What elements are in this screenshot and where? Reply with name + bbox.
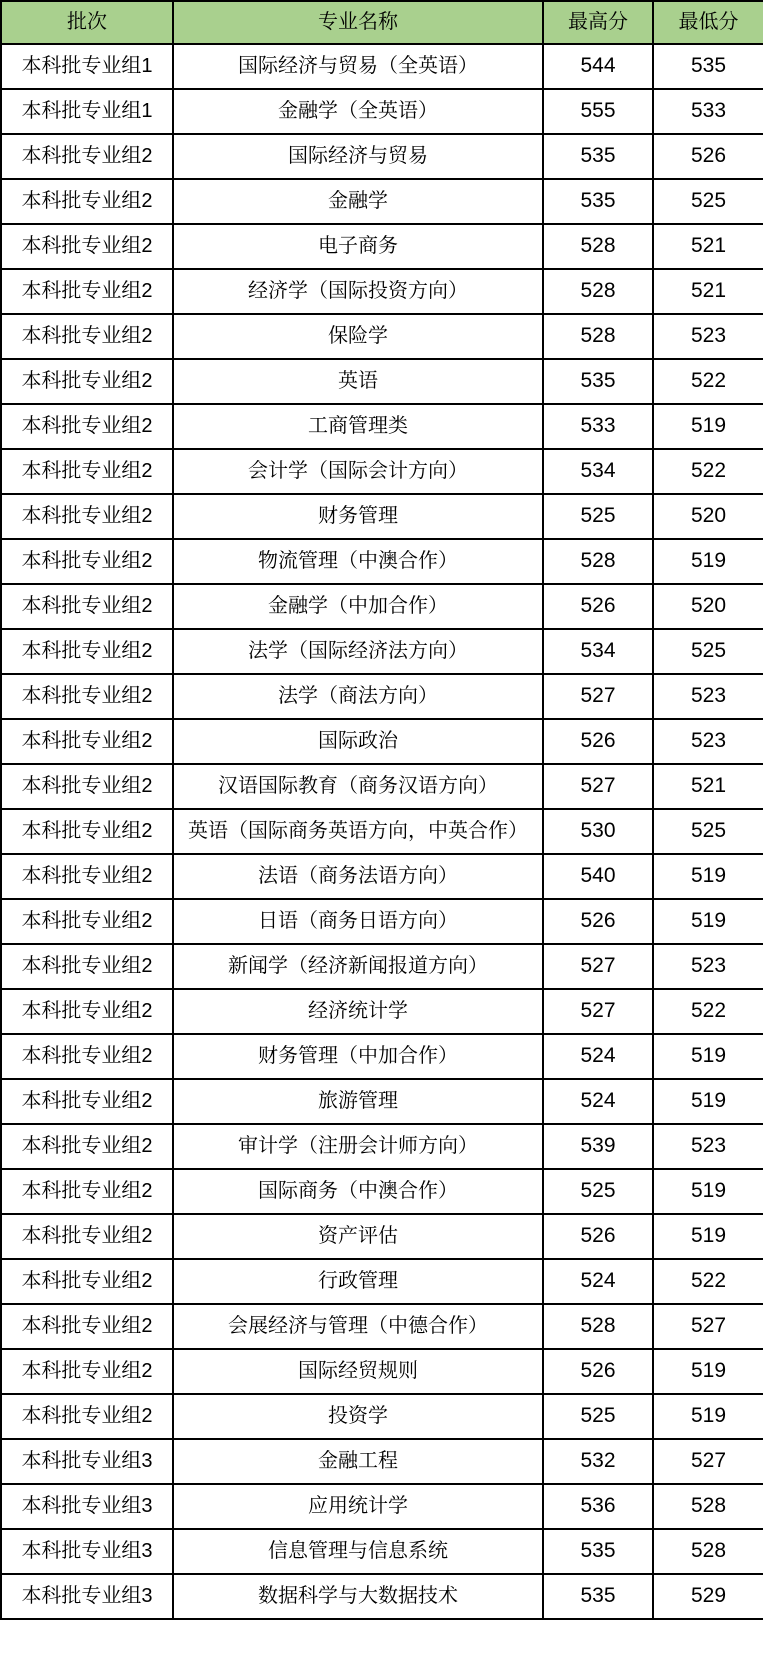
major-cell: 金融工程 [173,1439,543,1484]
table-row [1,269,763,314]
batch-cell: 本科批专业组2 [1,809,173,854]
batch-cell: 本科批专业组2 [1,179,173,224]
max-score-cell: 525 [543,1394,653,1439]
max-score-cell: 526 [543,1214,653,1259]
batch-cell: 本科批专业组2 [1,1259,173,1304]
table-row [1,1124,763,1169]
min-score-cell: 525 [653,629,763,674]
min-score-cell: 522 [653,449,763,494]
major-cell: 金融学（中加合作） [173,584,543,629]
major-cell: 旅游管理 [173,1079,543,1124]
max-score-cell: 527 [543,989,653,1034]
min-score-cell: 525 [653,809,763,854]
max-score-cell: 530 [543,809,653,854]
max-score-cell: 527 [543,944,653,989]
batch-cell: 本科批专业组3 [1,1484,173,1529]
major-cell: 行政管理 [173,1259,543,1304]
major-cell: 英语 [173,359,543,404]
max-score-cell: 528 [543,314,653,359]
batch-cell: 本科批专业组2 [1,1394,173,1439]
min-score-cell: 519 [653,899,763,944]
min-score-cell: 525 [653,179,763,224]
header-row [1,1,763,44]
min-score-cell: 523 [653,719,763,764]
max-score-cell: 539 [543,1124,653,1169]
max-score-cell: 528 [543,539,653,584]
batch-cell: 本科批专业组2 [1,1304,173,1349]
table-body [1,44,763,1619]
table-row [1,854,763,899]
major-cell: 财务管理（中加合作） [173,1034,543,1079]
major-cell: 数据科学与大数据技术 [173,1574,543,1619]
major-cell: 工商管理类 [173,404,543,449]
batch-cell: 本科批专业组2 [1,314,173,359]
max-score-cell: 540 [543,854,653,899]
table-row [1,629,763,674]
min-score-cell: 519 [653,1034,763,1079]
min-score-cell: 522 [653,1259,763,1304]
table-row [1,1079,763,1124]
batch-cell: 本科批专业组2 [1,674,173,719]
min-score-cell: 527 [653,1304,763,1349]
max-score-cell: 526 [543,719,653,764]
table-row [1,1259,763,1304]
table-row [1,1574,763,1619]
batch-cell: 本科批专业组2 [1,989,173,1034]
min-score-cell: 523 [653,944,763,989]
batch-cell: 本科批专业组2 [1,359,173,404]
table-row [1,44,763,89]
major-cell: 国际政治 [173,719,543,764]
max-score-cell: 525 [543,1169,653,1214]
min-score-cell: 519 [653,1214,763,1259]
max-score-cell: 526 [543,584,653,629]
min-score-cell: 519 [653,1169,763,1214]
max-score-cell: 524 [543,1259,653,1304]
table-row [1,719,763,764]
batch-cell: 本科批专业组2 [1,584,173,629]
min-score-cell: 519 [653,1349,763,1394]
table-row [1,539,763,584]
header-cell-batch: 批次 [1,1,173,44]
max-score-cell: 524 [543,1034,653,1079]
min-score-cell: 520 [653,494,763,539]
max-score-cell: 527 [543,764,653,809]
min-score-cell: 523 [653,314,763,359]
batch-cell: 本科批专业组2 [1,539,173,584]
batch-cell: 本科批专业组2 [1,404,173,449]
max-score-cell: 535 [543,359,653,404]
max-score-cell: 544 [543,44,653,89]
major-cell: 经济学（国际投资方向） [173,269,543,314]
min-score-cell: 520 [653,584,763,629]
max-score-cell: 535 [543,1574,653,1619]
table-row [1,944,763,989]
max-score-cell: 535 [543,1529,653,1574]
major-cell: 投资学 [173,1394,543,1439]
min-score-cell: 521 [653,269,763,314]
max-score-cell: 534 [543,629,653,674]
major-cell: 法语（商务法语方向） [173,854,543,899]
batch-cell: 本科批专业组2 [1,494,173,539]
min-score-cell: 519 [653,854,763,899]
max-score-cell: 533 [543,404,653,449]
min-score-cell: 522 [653,989,763,1034]
batch-cell: 本科批专业组2 [1,1214,173,1259]
major-cell: 资产评估 [173,1214,543,1259]
min-score-cell: 526 [653,134,763,179]
major-cell: 信息管理与信息系统 [173,1529,543,1574]
major-cell: 保险学 [173,314,543,359]
min-score-cell: 528 [653,1484,763,1529]
batch-cell: 本科批专业组2 [1,1349,173,1394]
batch-cell: 本科批专业组2 [1,629,173,674]
max-score-cell: 525 [543,494,653,539]
header-cell-max-score: 最高分 [543,1,653,44]
table-row [1,359,763,404]
batch-cell: 本科批专业组2 [1,719,173,764]
table-row [1,899,763,944]
major-cell: 汉语国际教育（商务汉语方向） [173,764,543,809]
table-row [1,404,763,449]
batch-cell: 本科批专业组1 [1,44,173,89]
table-row [1,1529,763,1574]
max-score-cell: 532 [543,1439,653,1484]
major-cell: 金融学（全英语） [173,89,543,134]
max-score-cell: 536 [543,1484,653,1529]
min-score-cell: 529 [653,1574,763,1619]
major-cell: 国际经贸规则 [173,1349,543,1394]
table-row [1,764,763,809]
table-row [1,314,763,359]
major-cell: 应用统计学 [173,1484,543,1529]
header-cell-min-score: 最低分 [653,1,763,44]
max-score-cell: 527 [543,674,653,719]
max-score-cell: 535 [543,179,653,224]
table-row [1,674,763,719]
max-score-cell: 555 [543,89,653,134]
table-row [1,809,763,854]
batch-cell: 本科批专业组1 [1,89,173,134]
table-row [1,989,763,1034]
min-score-cell: 519 [653,539,763,584]
min-score-cell: 523 [653,1124,763,1169]
batch-cell: 本科批专业组2 [1,1124,173,1169]
major-cell: 法学（国际经济法方向） [173,629,543,674]
table-row [1,1439,763,1484]
table-row [1,89,763,134]
major-cell: 英语（国际商务英语方向，中英合作） [173,809,543,854]
major-cell: 国际经济与贸易 [173,134,543,179]
major-cell: 会展经济与管理（中德合作） [173,1304,543,1349]
batch-cell: 本科批专业组2 [1,944,173,989]
major-cell: 日语（商务日语方向） [173,899,543,944]
max-score-cell: 524 [543,1079,653,1124]
batch-cell: 本科批专业组3 [1,1439,173,1484]
header-cell-major: 专业名称 [173,1,543,44]
min-score-cell: 528 [653,1529,763,1574]
batch-cell: 本科批专业组2 [1,764,173,809]
max-score-cell: 526 [543,1349,653,1394]
table-row [1,1394,763,1439]
batch-cell: 本科批专业组2 [1,1079,173,1124]
table-row [1,1169,763,1214]
table-row [1,134,763,179]
major-cell: 经济统计学 [173,989,543,1034]
max-score-cell: 534 [543,449,653,494]
major-cell: 会计学（国际会计方向） [173,449,543,494]
min-score-cell: 522 [653,359,763,404]
batch-cell: 本科批专业组2 [1,224,173,269]
batch-cell: 本科批专业组2 [1,1034,173,1079]
table-row [1,1034,763,1079]
min-score-cell: 527 [653,1439,763,1484]
table-row [1,179,763,224]
major-cell: 新闻学（经济新闻报道方向） [173,944,543,989]
table-row [1,494,763,539]
table-row [1,1349,763,1394]
table-row [1,224,763,269]
min-score-cell: 521 [653,224,763,269]
table-row [1,1484,763,1529]
table-row [1,449,763,494]
table-row [1,584,763,629]
min-score-cell: 523 [653,674,763,719]
max-score-cell: 526 [543,899,653,944]
table-row [1,1214,763,1259]
major-cell: 国际经济与贸易（全英语） [173,44,543,89]
batch-cell: 本科批专业组2 [1,854,173,899]
min-score-cell: 533 [653,89,763,134]
batch-cell: 本科批专业组3 [1,1529,173,1574]
batch-cell: 本科批专业组2 [1,899,173,944]
min-score-cell: 519 [653,404,763,449]
min-score-cell: 521 [653,764,763,809]
max-score-cell: 528 [543,1304,653,1349]
max-score-cell: 528 [543,269,653,314]
major-cell: 国际商务（中澳合作） [173,1169,543,1214]
major-cell: 法学（商法方向） [173,674,543,719]
major-cell: 财务管理 [173,494,543,539]
major-cell: 金融学 [173,179,543,224]
major-cell: 物流管理（中澳合作） [173,539,543,584]
major-cell: 电子商务 [173,224,543,269]
table-row [1,1304,763,1349]
min-score-cell: 519 [653,1079,763,1124]
max-score-cell: 535 [543,134,653,179]
batch-cell: 本科批专业组3 [1,1574,173,1619]
min-score-cell: 519 [653,1394,763,1439]
batch-cell: 本科批专业组2 [1,449,173,494]
major-cell: 审计学（注册会计师方向） [173,1124,543,1169]
batch-cell: 本科批专业组2 [1,134,173,179]
min-score-cell: 535 [653,44,763,89]
max-score-cell: 528 [543,224,653,269]
batch-cell: 本科批专业组2 [1,1169,173,1214]
batch-cell: 本科批专业组2 [1,269,173,314]
